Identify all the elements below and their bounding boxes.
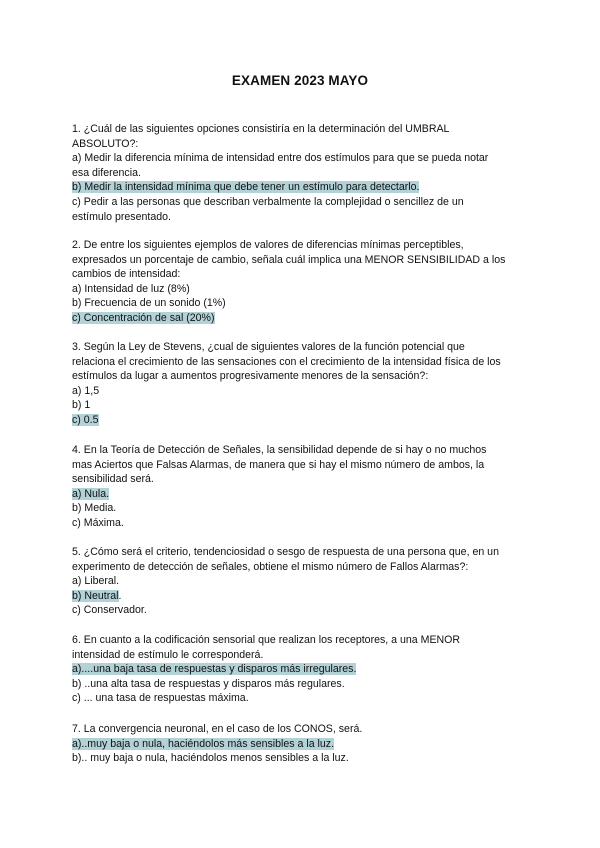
question-line: relaciona el crecimiento de las sensaciones con el crecimiento de la intensidad física de los bbox=[72, 355, 501, 368]
question-line: mas Aciertos que Falsas Alarmas, de manera que si hay el mismo número de ambos, la bbox=[72, 458, 485, 471]
option-b: b) ..una alta tasa de respuestas y disparos más regulares. bbox=[72, 677, 345, 690]
question-line: 2. De entre los siguientes ejemplos de valores de diferencias mínimas perceptibles, bbox=[72, 239, 464, 251]
option-b: b).. muy baja o nula, haciéndolos menos sensibles a la luz. bbox=[72, 752, 349, 765]
option-a: a) Liberal. bbox=[72, 575, 120, 588]
option-b: b) Frecuencia de un sonido (1%) bbox=[72, 297, 226, 310]
question-6 bbox=[72, 633, 532, 706]
highlighted-answer: a)..muy baja o nula, haciéndolos más sensibles a la luz. bbox=[72, 737, 335, 750]
question-4 bbox=[72, 443, 532, 531]
question-3 bbox=[72, 340, 532, 428]
question-line: estímulos da lugar a aumentos progresivamente menores de la sensación?: bbox=[72, 370, 429, 383]
option-a: a) Medir la diferencia mínima de intensidad entre dos estímulos para que se pueda notar bbox=[72, 152, 489, 165]
question-line: sensibilidad será. bbox=[72, 473, 154, 486]
option-a-cont: esa diferencia. bbox=[72, 166, 141, 179]
highlighted-answer: a)....una baja tasa de respuestas y disparos más irregulares. bbox=[72, 663, 357, 676]
question-line: 1. ¿Cuál de las siguientes opciones consistiría en la determinación del UMBRAL bbox=[72, 123, 450, 135]
question-line: experimento de detección de señales, obtiene el mismo número de Fallos Alarmas?: bbox=[72, 560, 469, 573]
option-c: c) Pedir a las personas que describan verbalmente la complejidad o sencillez de un bbox=[72, 195, 464, 208]
option-c: c) Conservador. bbox=[72, 604, 147, 617]
option-c: c) Máxima. bbox=[72, 516, 124, 529]
highlighted-answer: c) Concentración de sal (20%) bbox=[72, 311, 215, 324]
highlighted-answer: c) 0.5 bbox=[72, 413, 99, 426]
highlighted-answer: b) Medir la intensidad mínima que debe tener un estímulo para detectarlo. bbox=[72, 181, 420, 194]
highlighted-answer: b) Neutral bbox=[72, 589, 119, 602]
question-2 bbox=[72, 238, 532, 326]
question-line: 4. En la Teoría de Detección de Señales, la sensibilidad depende de si hay o no muchos bbox=[72, 444, 487, 456]
option-c: c) ... una tasa de respuestas máxima. bbox=[72, 692, 249, 705]
question-line: 6. En cuanto a la codificación sensorial que realizan los receptores, a una MENOR bbox=[72, 634, 461, 646]
question-line: 3. Según la Ley de Stevens, ¿cual de siguientes valores de la función potencial que bbox=[72, 341, 465, 353]
question-line: 7. La convergencia neuronal, en el caso de los CONOS, será. bbox=[72, 723, 363, 735]
question-line: ABSOLUTO?: bbox=[72, 137, 139, 150]
option-b: b) Media. bbox=[72, 502, 117, 515]
option-a: a) Intensidad de luz (8%) bbox=[72, 282, 190, 295]
question-line: intensidad de estímulo le corresponderá. bbox=[72, 648, 264, 661]
option-a: a) 1,5 bbox=[72, 384, 100, 397]
question-line: 5. ¿Cómo será el criterio, tendenciosidad o sesgo de respuesta de una persona que, en un bbox=[72, 546, 499, 558]
question-7 bbox=[72, 722, 532, 766]
question-5 bbox=[72, 545, 532, 618]
option-b: b) 1 bbox=[72, 399, 91, 412]
highlighted-answer: a) Nula. bbox=[72, 487, 110, 500]
highlighted-answer-tail: . bbox=[118, 589, 122, 602]
page-title: EXAMEN 2023 MAYO bbox=[231, 73, 369, 88]
option-c-cont: estímulo presentado. bbox=[72, 210, 171, 223]
question-line: expresados un porcentaje de cambio, señala cuál implica una MENOR SENSIBILIDAD a los bbox=[72, 253, 506, 266]
question-1 bbox=[72, 122, 532, 224]
question-line: cambios de intensidad: bbox=[72, 268, 181, 281]
